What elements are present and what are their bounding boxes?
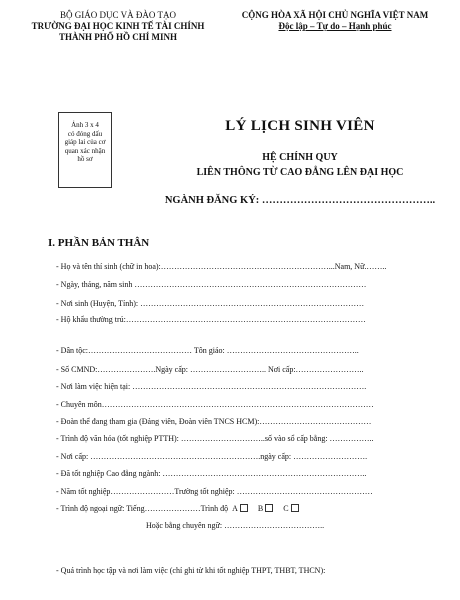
photo-box-line: có đóng dấu (67, 129, 103, 138)
field-foreign-language (56, 504, 299, 513)
header-left (18, 10, 218, 43)
document-title: LÝ LỊCH SINH VIÊN (225, 118, 375, 134)
field-specialty[interactable]: - Chuyên môn………………………………………………………………………………………… (56, 400, 374, 409)
school-name-line1: TRƯỜNG ĐẠI HỌC KINH TẾ TÀI CHÍNH (31, 21, 205, 31)
option-a-label: A (232, 504, 238, 513)
field-place-of-birth[interactable]: - Nơi sinh (Huyện, Tỉnh): ………………………………………………………………………… (56, 299, 365, 308)
photo-box-line: giáp lai của cơ (64, 138, 106, 146)
field-issue-place-date[interactable]: - Nơi cấp: ……………………………………………………….ngày cấp: ………………………. (56, 452, 368, 461)
field-college-major[interactable]: - Đã tốt nghiệp Cao đẳng ngành: ………………………………………………………………….. (56, 469, 367, 478)
photo-box-line: hồ sơ (77, 155, 93, 163)
photo-box-line: Ảnh 3 x 4 (71, 121, 99, 129)
option-c-label: C (283, 504, 289, 513)
field-study-history[interactable]: - Quá trình học tập và nơi làm việc (chỉ ghi từ khi tốt nghiệp THPT, THBT, THCN): (56, 566, 326, 575)
photo-box-line: quan xác nhận (64, 146, 106, 155)
photo-placeholder-box (58, 112, 112, 188)
field-full-name[interactable]: - Họ và tên thí sinh (chữ in hoa):………………………………………………………...Nam, Nữ.…….. (56, 262, 387, 271)
field-permanent-residence[interactable]: - Hộ khẩu thường trú:……………………………………………………………………………… (56, 315, 366, 324)
field-organizations[interactable]: - Đoàn thể đang tham gia (Đảng viên, Đoàn viên TNCS HCM):…………………………………… (56, 417, 372, 426)
language-prefix: - Trình độ ngoại ngữ: Tiếng…………………Trình độ (56, 504, 229, 513)
program-name: LIÊN THÔNG TỪ CAO ĐẲNG LÊN ĐẠI HỌC (196, 167, 404, 178)
option-b-checkbox[interactable] (265, 504, 273, 512)
field-language-degree[interactable]: Hoặc bằng chuyên ngữ: ……………………………….. (146, 521, 325, 530)
field-graduation[interactable]: - Năm tốt nghiệp……………………Trường tốt nghiệp: …………………………………………… (56, 487, 373, 496)
option-a-checkbox[interactable] (240, 504, 248, 512)
section-title-personal: I. PHẦN BẢN THÂN (48, 237, 150, 249)
field-id-card[interactable]: - Số CMND:………………….Ngày cấp: ……………………….. Nơi cấp:…………………….. (56, 365, 364, 374)
school-name-line2: THÀNH PHỐ HỒ CHÍ MINH (58, 32, 177, 42)
option-c-checkbox[interactable] (291, 504, 299, 512)
header-right (220, 10, 450, 32)
option-b-label: B (257, 504, 264, 513)
ministry-name: BỘ GIÁO DỤC VÀ ĐÀO TẠO (60, 10, 176, 20)
republic-name: CỘNG HÒA XÃ HỘI CHỦ NGHĨA VIỆT NAM (241, 10, 429, 20)
major-registration-line[interactable]: NGÀNH ĐĂNG KÝ: ………………………………………….. (164, 195, 436, 206)
field-education-level[interactable]: - Trình độ văn hóa (tốt nghiệp PTTH): …………………………..số vào sổ cấp bằng: …………….. (56, 434, 374, 443)
field-date-of-birth[interactable]: - Ngày, tháng, năm sinh …………………………………………………………………………… (56, 280, 367, 289)
program-type: HỆ CHÍNH QUY (262, 152, 338, 163)
field-current-workplace[interactable]: - Nơi làm việc hiện tại: ……………………………………………………………………………. (56, 382, 367, 391)
field-ethnicity-religion[interactable]: - Dân tộc:………………………………… Tôn giáo: ………………………………………….. (56, 346, 359, 355)
national-motto: Độc lập – Tự do – Hạnh phúc (278, 21, 392, 31)
